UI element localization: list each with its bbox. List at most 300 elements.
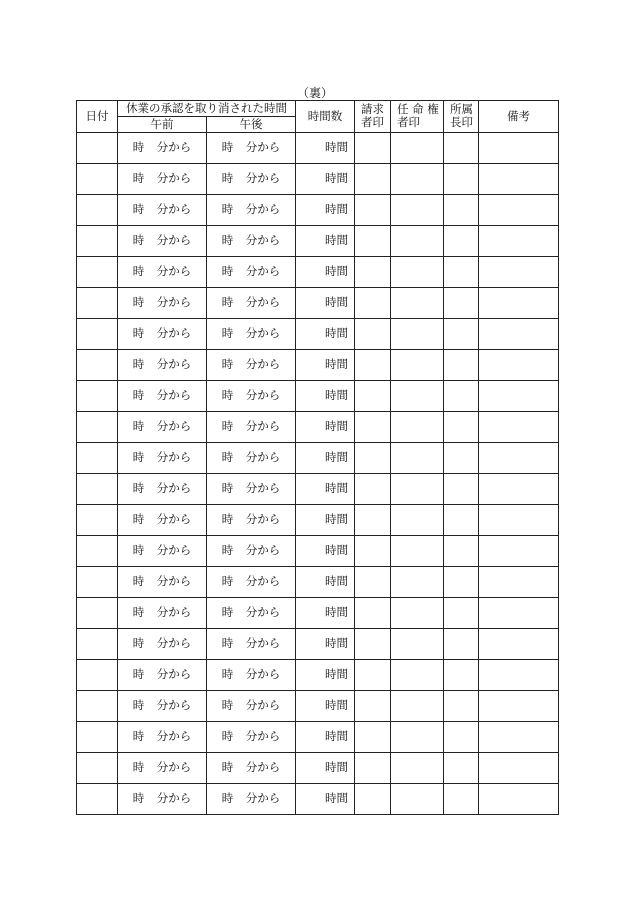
appointer-seal-cell[interactable] [391, 350, 444, 381]
dept-head-seal-cell[interactable] [444, 691, 479, 722]
appointer-seal-cell[interactable] [391, 691, 444, 722]
table-row [77, 505, 559, 536]
hour-label: 時 [132, 698, 145, 713]
table-row [77, 133, 559, 164]
from-label: 分から [156, 605, 192, 620]
requester-seal-cell[interactable] [355, 350, 391, 381]
pm-time-cell[interactable] [207, 443, 296, 474]
header-dept-head-seal [444, 101, 479, 133]
hours-cell[interactable] [296, 691, 355, 722]
from-label: 分から [156, 388, 192, 403]
hours-label: 時間 [325, 295, 348, 310]
header-dept-head-seal-line1: 所属 [450, 102, 473, 116]
hour-label: 時 [132, 450, 145, 465]
date-cell[interactable] [77, 195, 118, 226]
hours-label: 時間 [325, 605, 348, 620]
table-row [77, 784, 559, 815]
requester-seal-cell[interactable] [355, 505, 391, 536]
dept-head-seal-cell[interactable] [444, 567, 479, 598]
from-label: 分から [245, 667, 281, 682]
hours-cell[interactable] [296, 536, 355, 567]
from-label: 分から [245, 698, 281, 713]
requester-seal-cell[interactable] [355, 257, 391, 288]
appointer-seal-cell[interactable] [391, 567, 444, 598]
table-row [77, 319, 559, 350]
date-cell[interactable] [77, 660, 118, 691]
am-time-cell[interactable] [118, 443, 207, 474]
date-cell[interactable] [77, 722, 118, 753]
hours-label: 時間 [325, 264, 348, 279]
appointer-seal-cell[interactable] [391, 319, 444, 350]
remarks-cell[interactable] [479, 753, 559, 784]
am-time-cell[interactable] [118, 226, 207, 257]
date-cell[interactable] [77, 226, 118, 257]
hour-label: 時 [132, 326, 145, 341]
dept-head-seal-cell[interactable] [444, 474, 479, 505]
hours-cell[interactable] [296, 319, 355, 350]
dept-head-seal-cell[interactable] [444, 288, 479, 319]
requester-seal-cell[interactable] [355, 412, 391, 443]
pm-time-cell[interactable] [207, 350, 296, 381]
dept-head-seal-cell[interactable] [444, 443, 479, 474]
hour-label: 時 [132, 667, 145, 682]
date-cell[interactable] [77, 443, 118, 474]
requester-seal-cell[interactable] [355, 195, 391, 226]
table-row [77, 660, 559, 691]
hour-label: 時 [132, 140, 145, 155]
dept-head-seal-cell[interactable] [444, 257, 479, 288]
header-dept-head-seal-line2: 長印 [450, 115, 473, 130]
remarks-cell[interactable] [479, 133, 559, 164]
hours-cell[interactable] [296, 505, 355, 536]
date-cell[interactable] [77, 412, 118, 443]
table-row [77, 443, 559, 474]
from-label: 分から [245, 264, 281, 279]
dept-head-seal-cell[interactable] [444, 660, 479, 691]
hours-cell[interactable] [296, 629, 355, 660]
date-cell[interactable] [77, 784, 118, 815]
remarks-cell[interactable] [479, 350, 559, 381]
pm-time-cell[interactable] [207, 257, 296, 288]
appointer-seal-cell[interactable] [391, 505, 444, 536]
from-label: 分から [156, 202, 192, 217]
hours-label: 時間 [325, 760, 348, 775]
pm-time-cell[interactable] [207, 474, 296, 505]
from-label: 分から [245, 357, 281, 372]
hours-cell[interactable] [296, 474, 355, 505]
header-remarks: 備考 [479, 101, 559, 133]
pm-time-cell[interactable] [207, 133, 296, 164]
requester-seal-cell[interactable] [355, 753, 391, 784]
appointer-seal-cell[interactable] [391, 133, 444, 164]
from-label: 分から [245, 233, 281, 248]
appointer-seal-cell[interactable] [391, 474, 444, 505]
pm-time-cell[interactable] [207, 567, 296, 598]
hour-label: 時 [221, 729, 234, 744]
hour-label: 時 [132, 481, 145, 496]
appointer-seal-cell[interactable] [391, 784, 444, 815]
from-label: 分から [156, 419, 192, 434]
header-hours: 時間数 [296, 101, 355, 133]
pm-time-cell[interactable] [207, 505, 296, 536]
remarks-cell[interactable] [479, 536, 559, 567]
from-label: 分から [156, 264, 192, 279]
from-label: 分から [156, 357, 192, 372]
hours-cell[interactable] [296, 350, 355, 381]
requester-seal-cell[interactable] [355, 288, 391, 319]
table-row [77, 195, 559, 226]
hours-cell[interactable] [296, 412, 355, 443]
date-cell[interactable] [77, 133, 118, 164]
remarks-cell[interactable] [479, 474, 559, 505]
date-cell[interactable] [77, 319, 118, 350]
from-label: 分から [156, 667, 192, 682]
hour-label: 時 [132, 388, 145, 403]
am-time-cell[interactable] [118, 288, 207, 319]
date-cell[interactable] [77, 629, 118, 660]
appointer-seal-cell[interactable] [391, 598, 444, 629]
requester-seal-cell[interactable] [355, 598, 391, 629]
remarks-cell[interactable] [479, 505, 559, 536]
header-appointer-seal-line1: 任 命 権 [397, 102, 439, 116]
header-requester-seal [355, 101, 391, 133]
header-requester-seal-line1: 請求 [361, 102, 384, 116]
hour-label: 時 [221, 791, 234, 806]
hours-cell[interactable] [296, 753, 355, 784]
from-label: 分から [245, 171, 281, 186]
hours-cell[interactable] [296, 784, 355, 815]
from-label: 分から [156, 729, 192, 744]
dept-head-seal-cell[interactable] [444, 164, 479, 195]
from-label: 分から [245, 574, 281, 589]
remarks-cell[interactable] [479, 598, 559, 629]
appointer-seal-cell[interactable] [391, 226, 444, 257]
pm-time-cell[interactable] [207, 784, 296, 815]
pm-time-cell[interactable] [207, 412, 296, 443]
appointer-seal-cell[interactable] [391, 722, 444, 753]
remarks-cell[interactable] [479, 660, 559, 691]
hours-cell[interactable] [296, 567, 355, 598]
dept-head-seal-cell[interactable] [444, 226, 479, 257]
hour-label: 時 [221, 233, 234, 248]
hours-cell[interactable] [296, 722, 355, 753]
table-row [77, 753, 559, 784]
am-time-cell[interactable] [118, 598, 207, 629]
pm-time-cell[interactable] [207, 629, 296, 660]
date-cell[interactable] [77, 381, 118, 412]
am-time-cell[interactable] [118, 412, 207, 443]
am-time-cell[interactable] [118, 629, 207, 660]
appointer-seal-cell[interactable] [391, 753, 444, 784]
table-row [77, 381, 559, 412]
am-time-cell[interactable] [118, 257, 207, 288]
am-time-cell[interactable] [118, 133, 207, 164]
date-cell[interactable] [77, 288, 118, 319]
from-label: 分から [156, 140, 192, 155]
dept-head-seal-cell[interactable] [444, 195, 479, 226]
hours-label: 時間 [325, 512, 348, 527]
header-pm: 午後 [207, 117, 296, 133]
hours-cell[interactable] [296, 226, 355, 257]
am-time-cell[interactable] [118, 567, 207, 598]
hour-label: 時 [221, 326, 234, 341]
hours-label: 時間 [325, 357, 348, 372]
pm-time-cell[interactable] [207, 722, 296, 753]
appointer-seal-cell[interactable] [391, 381, 444, 412]
remarks-cell[interactable] [479, 288, 559, 319]
date-cell[interactable] [77, 567, 118, 598]
requester-seal-cell[interactable] [355, 319, 391, 350]
hour-label: 時 [132, 171, 145, 186]
appointer-seal-cell[interactable] [391, 443, 444, 474]
date-cell[interactable] [77, 691, 118, 722]
appointer-seal-cell[interactable] [391, 257, 444, 288]
hour-label: 時 [132, 357, 145, 372]
date-cell[interactable] [77, 164, 118, 195]
dept-head-seal-cell[interactable] [444, 598, 479, 629]
hours-cell[interactable] [296, 257, 355, 288]
table-row [77, 474, 559, 505]
pm-time-cell[interactable] [207, 536, 296, 567]
from-label: 分から [245, 140, 281, 155]
requester-seal-cell[interactable] [355, 691, 391, 722]
table-row [77, 412, 559, 443]
from-label: 分から [245, 729, 281, 744]
hours-label: 時間 [325, 698, 348, 713]
dept-head-seal-cell[interactable] [444, 753, 479, 784]
hours-label: 時間 [325, 388, 348, 403]
hour-label: 時 [132, 264, 145, 279]
am-time-cell[interactable] [118, 350, 207, 381]
header-appointer-seal [391, 101, 444, 133]
pm-time-cell[interactable] [207, 598, 296, 629]
requester-seal-cell[interactable] [355, 226, 391, 257]
hour-label: 時 [221, 450, 234, 465]
from-label: 分から [245, 419, 281, 434]
hours-label: 時間 [325, 636, 348, 651]
remarks-cell[interactable] [479, 412, 559, 443]
from-label: 分から [156, 171, 192, 186]
from-label: 分から [156, 481, 192, 496]
hour-label: 時 [132, 636, 145, 651]
table-row [77, 288, 559, 319]
dept-head-seal-cell[interactable] [444, 412, 479, 443]
remarks-cell[interactable] [479, 257, 559, 288]
header-date: 日付 [77, 101, 118, 133]
hours-cell[interactable] [296, 660, 355, 691]
from-label: 分から [245, 202, 281, 217]
dept-head-seal-cell[interactable] [444, 133, 479, 164]
from-label: 分から [156, 760, 192, 775]
appointer-seal-cell[interactable] [391, 629, 444, 660]
hour-label: 時 [221, 419, 234, 434]
remarks-cell[interactable] [479, 691, 559, 722]
am-time-cell[interactable] [118, 722, 207, 753]
requester-seal-cell[interactable] [355, 784, 391, 815]
from-label: 分から [156, 326, 192, 341]
leave-cancellation-table [76, 100, 559, 815]
hour-label: 時 [221, 760, 234, 775]
hour-label: 時 [221, 605, 234, 620]
am-time-cell[interactable] [118, 195, 207, 226]
from-label: 分から [156, 450, 192, 465]
table-row [77, 722, 559, 753]
am-time-cell[interactable] [118, 474, 207, 505]
hour-label: 時 [221, 388, 234, 403]
requester-seal-cell[interactable] [355, 474, 391, 505]
hours-label: 時間 [325, 667, 348, 682]
date-cell[interactable] [77, 350, 118, 381]
remarks-cell[interactable] [479, 629, 559, 660]
hour-label: 時 [132, 233, 145, 248]
dept-head-seal-cell[interactable] [444, 350, 479, 381]
requester-seal-cell[interactable] [355, 536, 391, 567]
requester-seal-cell[interactable] [355, 629, 391, 660]
dept-head-seal-cell[interactable] [444, 722, 479, 753]
remarks-cell[interactable] [479, 164, 559, 195]
hour-label: 時 [132, 729, 145, 744]
appointer-seal-cell[interactable] [391, 164, 444, 195]
am-time-cell[interactable] [118, 660, 207, 691]
hours-cell[interactable] [296, 288, 355, 319]
remarks-cell[interactable] [479, 195, 559, 226]
from-label: 分から [245, 791, 281, 806]
header-requester-seal-line2: 者印 [361, 115, 384, 130]
am-time-cell[interactable] [118, 536, 207, 567]
appointer-seal-cell[interactable] [391, 195, 444, 226]
am-time-cell[interactable] [118, 381, 207, 412]
hours-cell[interactable] [296, 381, 355, 412]
table-row [77, 257, 559, 288]
dept-head-seal-cell[interactable] [444, 629, 479, 660]
hour-label: 時 [221, 264, 234, 279]
hours-label: 時間 [325, 574, 348, 589]
dept-head-seal-cell[interactable] [444, 505, 479, 536]
from-label: 分から [245, 295, 281, 310]
remarks-cell[interactable] [479, 443, 559, 474]
hour-label: 時 [132, 605, 145, 620]
requester-seal-cell[interactable] [355, 133, 391, 164]
hours-cell[interactable] [296, 164, 355, 195]
pm-time-cell[interactable] [207, 660, 296, 691]
hours-cell[interactable] [296, 598, 355, 629]
hours-label: 時間 [325, 326, 348, 341]
date-cell[interactable] [77, 474, 118, 505]
from-label: 分から [245, 326, 281, 341]
remarks-cell[interactable] [479, 784, 559, 815]
pm-time-cell[interactable] [207, 226, 296, 257]
table-row [77, 567, 559, 598]
from-label: 分から [156, 574, 192, 589]
hour-label: 時 [221, 481, 234, 496]
from-label: 分から [156, 791, 192, 806]
am-time-cell[interactable] [118, 319, 207, 350]
date-cell[interactable] [77, 753, 118, 784]
remarks-cell[interactable] [479, 567, 559, 598]
date-cell[interactable] [77, 505, 118, 536]
hour-label: 時 [221, 140, 234, 155]
appointer-seal-cell[interactable] [391, 536, 444, 567]
remarks-cell[interactable] [479, 722, 559, 753]
from-label: 分から [156, 543, 192, 558]
appointer-seal-cell[interactable] [391, 660, 444, 691]
hour-label: 時 [132, 791, 145, 806]
hours-cell[interactable] [296, 443, 355, 474]
page-title: （裏） [296, 86, 333, 100]
pm-time-cell[interactable] [207, 288, 296, 319]
hour-label: 時 [132, 543, 145, 558]
hours-label: 時間 [325, 202, 348, 217]
table-row [77, 691, 559, 722]
appointer-seal-cell[interactable] [391, 412, 444, 443]
requester-seal-cell[interactable] [355, 443, 391, 474]
hour-label: 時 [221, 512, 234, 527]
requester-seal-cell[interactable] [355, 567, 391, 598]
remarks-cell[interactable] [479, 319, 559, 350]
pm-time-cell[interactable] [207, 753, 296, 784]
from-label: 分から [245, 481, 281, 496]
from-label: 分から [245, 512, 281, 527]
pm-time-cell[interactable] [207, 691, 296, 722]
table-row [77, 629, 559, 660]
hours-cell[interactable] [296, 195, 355, 226]
hour-label: 時 [132, 574, 145, 589]
hour-label: 時 [221, 698, 234, 713]
pm-time-cell[interactable] [207, 164, 296, 195]
hour-label: 時 [221, 357, 234, 372]
am-time-cell[interactable] [118, 784, 207, 815]
hours-label: 時間 [325, 481, 348, 496]
am-time-cell[interactable] [118, 164, 207, 195]
pm-time-cell[interactable] [207, 195, 296, 226]
date-cell[interactable] [77, 257, 118, 288]
pm-time-cell[interactable] [207, 319, 296, 350]
hour-label: 時 [221, 667, 234, 682]
from-label: 分から [245, 543, 281, 558]
from-label: 分から [156, 295, 192, 310]
from-label: 分から [156, 636, 192, 651]
pm-time-cell[interactable] [207, 381, 296, 412]
dept-head-seal-cell[interactable] [444, 381, 479, 412]
hours-cell[interactable] [296, 133, 355, 164]
hour-label: 時 [221, 574, 234, 589]
am-time-cell[interactable] [118, 753, 207, 784]
requester-seal-cell[interactable] [355, 722, 391, 753]
from-label: 分から [156, 233, 192, 248]
remarks-cell[interactable] [479, 381, 559, 412]
date-cell[interactable] [77, 536, 118, 567]
hour-label: 時 [132, 295, 145, 310]
am-time-cell[interactable] [118, 691, 207, 722]
dept-head-seal-cell[interactable] [444, 784, 479, 815]
header-appointer-seal-line2: 者印 [397, 115, 420, 130]
hour-label: 時 [221, 295, 234, 310]
from-label: 分から [245, 605, 281, 620]
from-label: 分から [156, 698, 192, 713]
requester-seal-cell[interactable] [355, 660, 391, 691]
requester-seal-cell[interactable] [355, 381, 391, 412]
remarks-cell[interactable] [479, 226, 559, 257]
date-cell[interactable] [77, 598, 118, 629]
am-time-cell[interactable] [118, 505, 207, 536]
dept-head-seal-cell[interactable] [444, 536, 479, 567]
appointer-seal-cell[interactable] [391, 288, 444, 319]
hours-label: 時間 [325, 233, 348, 248]
header-cancelled-time: 休業の承認を取り消された時間 [118, 101, 296, 117]
requester-seal-cell[interactable] [355, 164, 391, 195]
dept-head-seal-cell[interactable] [444, 319, 479, 350]
from-label: 分から [245, 388, 281, 403]
